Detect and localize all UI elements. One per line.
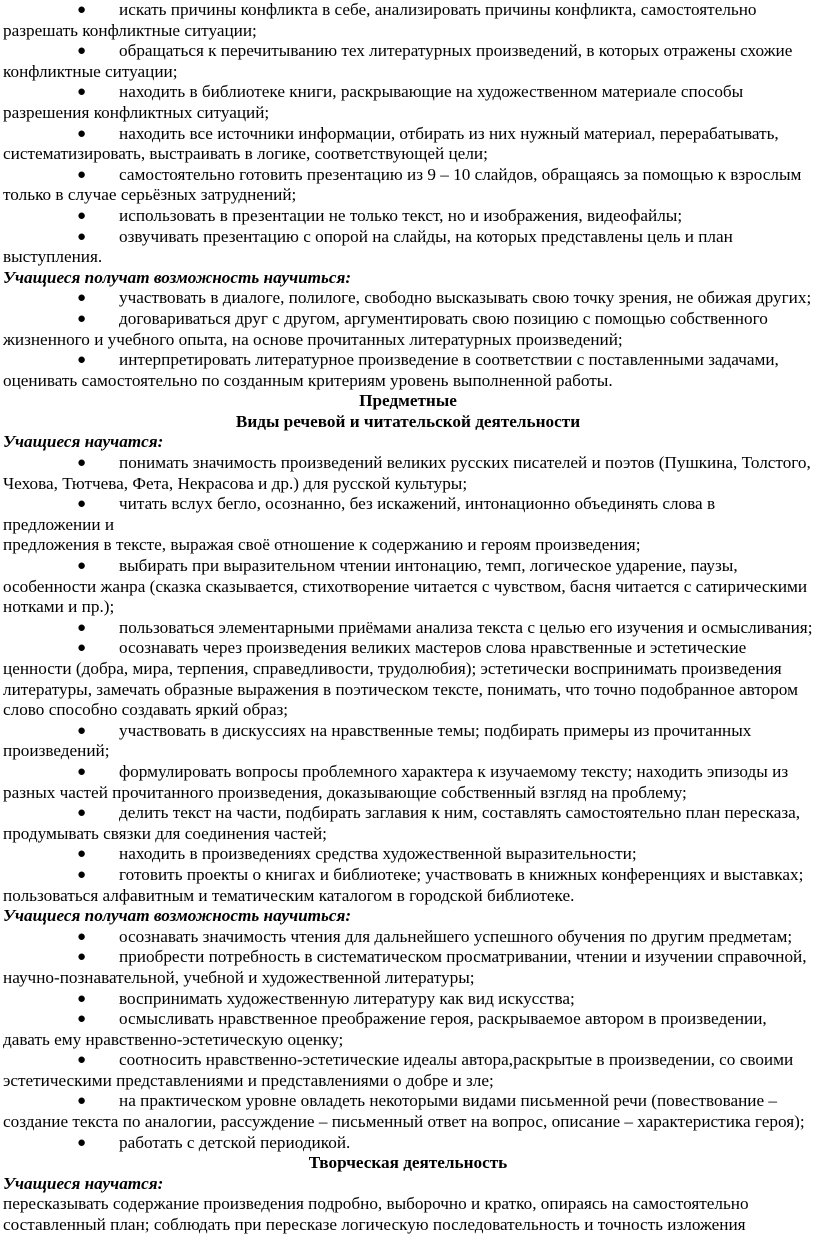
list-item: [3, 762, 813, 803]
bullet-icon: ●: [77, 640, 87, 657]
bullet-icon: ●: [77, 722, 87, 739]
list-item: [3, 0, 813, 41]
list-item-text: делить текст на части, подбирать заглавия к ним, составлять самостоятельно план пересказа, продумывать связки для соединения частей;: [3, 803, 801, 843]
list-item-text: пользоваться элементарными приёмами анализа текста с целью его изучения и осмысливания;: [119, 617, 813, 637]
list-item-text: выбирать при выразительном чтении интонацию, темп, логическое ударение, паузы, особенности жанра (сказка сказывается, стихотворение читается с чувством, басня читается с сатирическими нотками и пр.);: [3, 556, 808, 617]
list-item: [3, 494, 813, 535]
list-item-text: читать вслух бегло, осознанно, без искажений, интонационно объединять слова в предложении и: [3, 494, 716, 534]
creative-activity-heading: Творческая деятельность: [308, 1153, 508, 1173]
list-item: [3, 1091, 813, 1132]
list-item-text: искать причины конфликта в себе, анализировать причины конфликта, самостоятельно разрешать конфликтные ситуации;: [3, 0, 757, 40]
list-item: [3, 618, 813, 639]
list-item-text: находить все источники информации, отбирать из них нужный материал, перерабатывать, систематизировать, выстраивать в логике, соответствующей цели;: [3, 123, 779, 164]
section-heading: Учащиеся получат возможность научиться:: [3, 267, 352, 287]
list-item: [3, 227, 813, 268]
bullet-icon: ●: [77, 558, 87, 575]
section-heading: Учащиеся научатся:: [3, 1173, 164, 1193]
reading-activity-heading: Виды речевой и читательской деятельности: [235, 411, 581, 431]
list-item: [3, 453, 813, 494]
bullet-icon: ●: [77, 1052, 87, 1069]
bullet-icon: ●: [77, 84, 87, 101]
section-heading: Учащиеся научатся:: [3, 432, 164, 452]
list-item-text: находить в произведениях средства художественной выразительности;: [119, 844, 637, 864]
bullet-icon: ●: [77, 2, 87, 18]
list-item-text: осмысливать нравственное преображение героя, раскрываемое автором в произведении, давать ему нравственно-эстетическую оценку;: [3, 1009, 767, 1049]
list-item: [3, 41, 813, 82]
bullet-icon: ●: [77, 455, 87, 472]
list-item-text: озвучивать презентацию с опорой на слайды, на которых представлены цель и план выступления.: [3, 226, 733, 267]
list-item-text: участвовать в диалоге, полилоге, свободно высказывать свою точку зрения, не обижая других;: [119, 288, 812, 308]
bullet-icon: ●: [77, 228, 87, 245]
list-item: [3, 1009, 813, 1050]
list-item: [3, 844, 813, 865]
list-item: [3, 1050, 813, 1091]
list-item-text: воспринимать художественную литературу как вид искусства;: [119, 988, 575, 1008]
list-item-text: участвовать в дискуссиях на нравственные темы; подбирать примеры из прочитанных произведений;: [3, 720, 752, 761]
list-item-text: осознавать значимость чтения для дальнейшего успешного обучения по другим предметам;: [119, 926, 793, 946]
list-item-text: использовать в презентации не только текст, но и изображения, видеофайлы;: [119, 205, 683, 225]
list-item: [3, 721, 813, 762]
final-paragraph: пересказывать содержание произведения подробно, выборочно и кратко, опираясь на самостоятельно составленный план; соблюдать при пересказе логическую последовательность и точность изложения: [3, 1194, 749, 1235]
list-item-text: договариваться друг с другом, аргументировать свою позицию с помощью собственного жизненного и учебного опыта, на основе прочитанных литературных произведений;: [3, 308, 768, 349]
bullet-icon: ●: [77, 310, 87, 327]
list-item: [3, 82, 813, 123]
bullet-icon: ●: [77, 1134, 87, 1151]
bullet-icon: ●: [77, 1093, 87, 1110]
list-item: [3, 165, 813, 206]
list-item-text: самостоятельно готовить презентацию из 9 – 10 слайдов, обращаясь за помощью к взрослым только в случае серьёзных затруднений;: [3, 164, 802, 205]
bullet-icon: ●: [77, 846, 87, 863]
list-item-text: на практическом уровне овладеть некоторыми видами письменной речи (повествование – создание текста по аналогии, рассуждение – письменный ответ на вопрос, описание – характеристика героя);: [3, 1091, 805, 1132]
list-item-text: интерпретировать литературное произведение в соответствии с поставленными задачами, оценивать самостоятельно по созданным критериям уровень выполненной работы.: [3, 350, 779, 390]
bullet-icon: ●: [77, 207, 87, 224]
bullet-icon: ●: [77, 1011, 87, 1028]
list-item: [3, 288, 813, 309]
list-item-text: готовить проекты о книгах и библиотеке; участвовать в книжных конференциях и выставках; пользоваться алфавитным и тематическим каталогом в городской библиотеке.: [3, 864, 804, 905]
list-item: [3, 1133, 813, 1154]
list-item: [3, 556, 813, 618]
list-item-text: обращаться к перечитыванию тех литературных произведений, в которых отражены схожие конфликтные ситуации;: [3, 41, 793, 81]
list-item-text: осознавать через произведения великих мастеров слова нравственные и эстетические ценности (добра, мира, терпения, справедливости, трудолюбия); эстетически воспринимать произведения литературы, замечать образные выражения в поэтическом тексте, понимать, что точно подобранное автором слово способно создавать яркий образ;: [3, 638, 798, 720]
list-item: [3, 206, 813, 227]
paragraph-continuation: предложения в тексте, выражая своё отношение к содержанию и героям произведения;: [3, 535, 641, 555]
list-item-text: приобрести потребность в систематическом просматривании, чтении и изучении справочной, научно-познавательной, учебной и художественной литературы;: [3, 947, 807, 987]
bullet-icon: ●: [77, 352, 87, 369]
bullet-icon: ●: [77, 290, 87, 307]
bullet-icon: ●: [77, 805, 87, 822]
bullet-icon: ●: [77, 866, 87, 883]
bullet-icon: ●: [77, 619, 87, 636]
list-item-text: формулировать вопросы проблемного характера к изучаемому тексту; находить эпизоды из разных частей прочитанного произведения, доказывающие собственный взгляд на проблему;: [3, 761, 789, 802]
list-item: [3, 989, 813, 1010]
list-item: [3, 350, 813, 391]
list-item: [3, 865, 813, 906]
list-item: [3, 309, 813, 350]
list-item: [3, 947, 813, 988]
list-item: [3, 638, 813, 720]
bullet-icon: ●: [77, 166, 87, 183]
bullet-icon: ●: [77, 125, 87, 142]
list-item-text: находить в библиотеке книги, раскрывающие на художественном материале способы разрешения конфликтных ситуаций;: [3, 82, 744, 122]
bullet-icon: ●: [77, 928, 87, 945]
bullet-icon: ●: [77, 43, 87, 60]
list-item: [3, 803, 813, 844]
subject-heading: Предметные: [359, 391, 457, 411]
list-item: [3, 927, 813, 948]
list-item-text: соотносить нравственно-эстетические идеалы автора,раскрытые в произведении, со своими эстетическими представлениями и представлениями о добре и зле;: [3, 1050, 794, 1090]
bullet-icon: ●: [77, 763, 87, 780]
section-heading: Учащиеся получат возможность научиться:: [3, 906, 352, 926]
bullet-icon: ●: [77, 949, 87, 966]
list-item-text: понимать значимость произведений великих русских писателей и поэтов (Пушкина, Толстого, Чехова, Тютчева, Фета, Некрасова и др.) для русской культуры;: [3, 453, 811, 493]
bullet-icon: ●: [77, 496, 87, 513]
bullet-icon: ●: [77, 990, 87, 1007]
list-item: [3, 124, 813, 165]
list-item-text: работать с детской периодикой.: [119, 1132, 351, 1152]
